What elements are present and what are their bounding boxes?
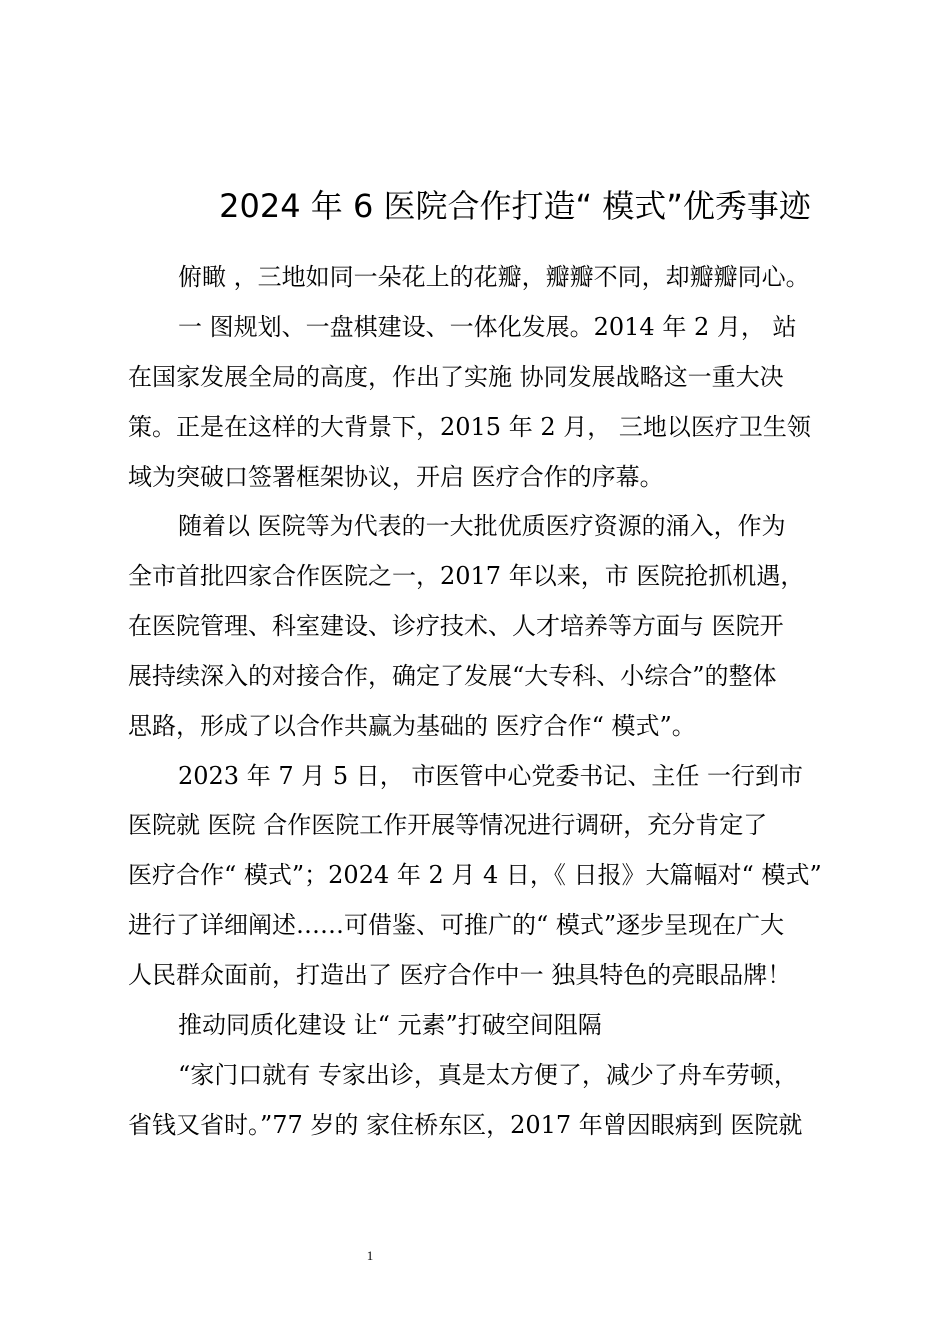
paragraph-3-line-2: 全市首批四家合作医院之一，2017 年以来，市 医院抢抓机遇， — [128, 562, 805, 590]
page-number: 1 — [366, 1248, 374, 1263]
paragraph-5-line-1: “家门口就有 专家出诊，真是太方便了，减少了舟车劳顿， — [178, 1061, 798, 1089]
paragraph-4-line-4: 进行了详细阐述……可借鉴、可推广的“ 模式”逐步呈现在广大 — [128, 911, 785, 939]
paragraph-3-line-4: 展持续深入的对接合作，确定了发展“大专科、小综合”的整体 — [128, 662, 777, 690]
document-title: 2024 年 6 医院合作打造“ 模式”优秀事迹 — [219, 187, 811, 225]
paragraph-5-line-2: 省钱又省时。”77 岁的 家住桥东区，2017 年曾因眼病到 医院就 — [128, 1111, 803, 1139]
paragraph-4-line-5: 人民群众面前，打造出了 医疗合作中一 独具特色的亮眼品牌！ — [128, 961, 792, 989]
paragraph-3-line-5: 思路，形成了以合作共赢为基础的 医疗合作“ 模式”。 — [128, 712, 696, 740]
paragraph-3-line-1: 随着以 医院等为代表的一大批优质医疗资源的涌入，作为 — [178, 512, 786, 540]
paragraph-2-line-1: 一 图规划、一盘棋建设、一体化发展。2014 年 2 月， 站 — [178, 313, 797, 341]
paragraph-1-line-1: 俯瞰 ，三地如同一朵花上的花瓣，瓣瓣不同，却瓣瓣同心。 — [178, 263, 810, 291]
paragraph-4-line-1: 2023 年 7 月 5 日， 市医管中心党委书记、主任 一行到市 — [178, 762, 804, 790]
section-heading: 推动同质化建设 让“ 元素”打破空间阻隔 — [178, 1011, 602, 1039]
paragraph-3-line-3: 在医院管理、科室建设、诊疗技术、人才培养等方面与 医院开 — [128, 612, 784, 640]
paragraph-2-line-2: 在国家发展全局的高度，作出了实施 协同发展战略这一重大决 — [128, 363, 784, 391]
paragraph-2-line-4: 域为突破口签署框架协议，开启 医疗合作的序幕。 — [128, 463, 664, 491]
paragraph-2-line-3: 策。正是在这样的大背景下，2015 年 2 月， 三地以医疗卫生领 — [128, 413, 811, 441]
paragraph-4-line-3: 医疗合作“ 模式”；2024 年 2 月 4 日，《 日报》大篇幅对“ 模式” — [128, 861, 822, 889]
paragraph-4-line-2: 医院就 医院 合作医院工作开展等情况进行调研，充分肯定了 — [128, 811, 768, 839]
